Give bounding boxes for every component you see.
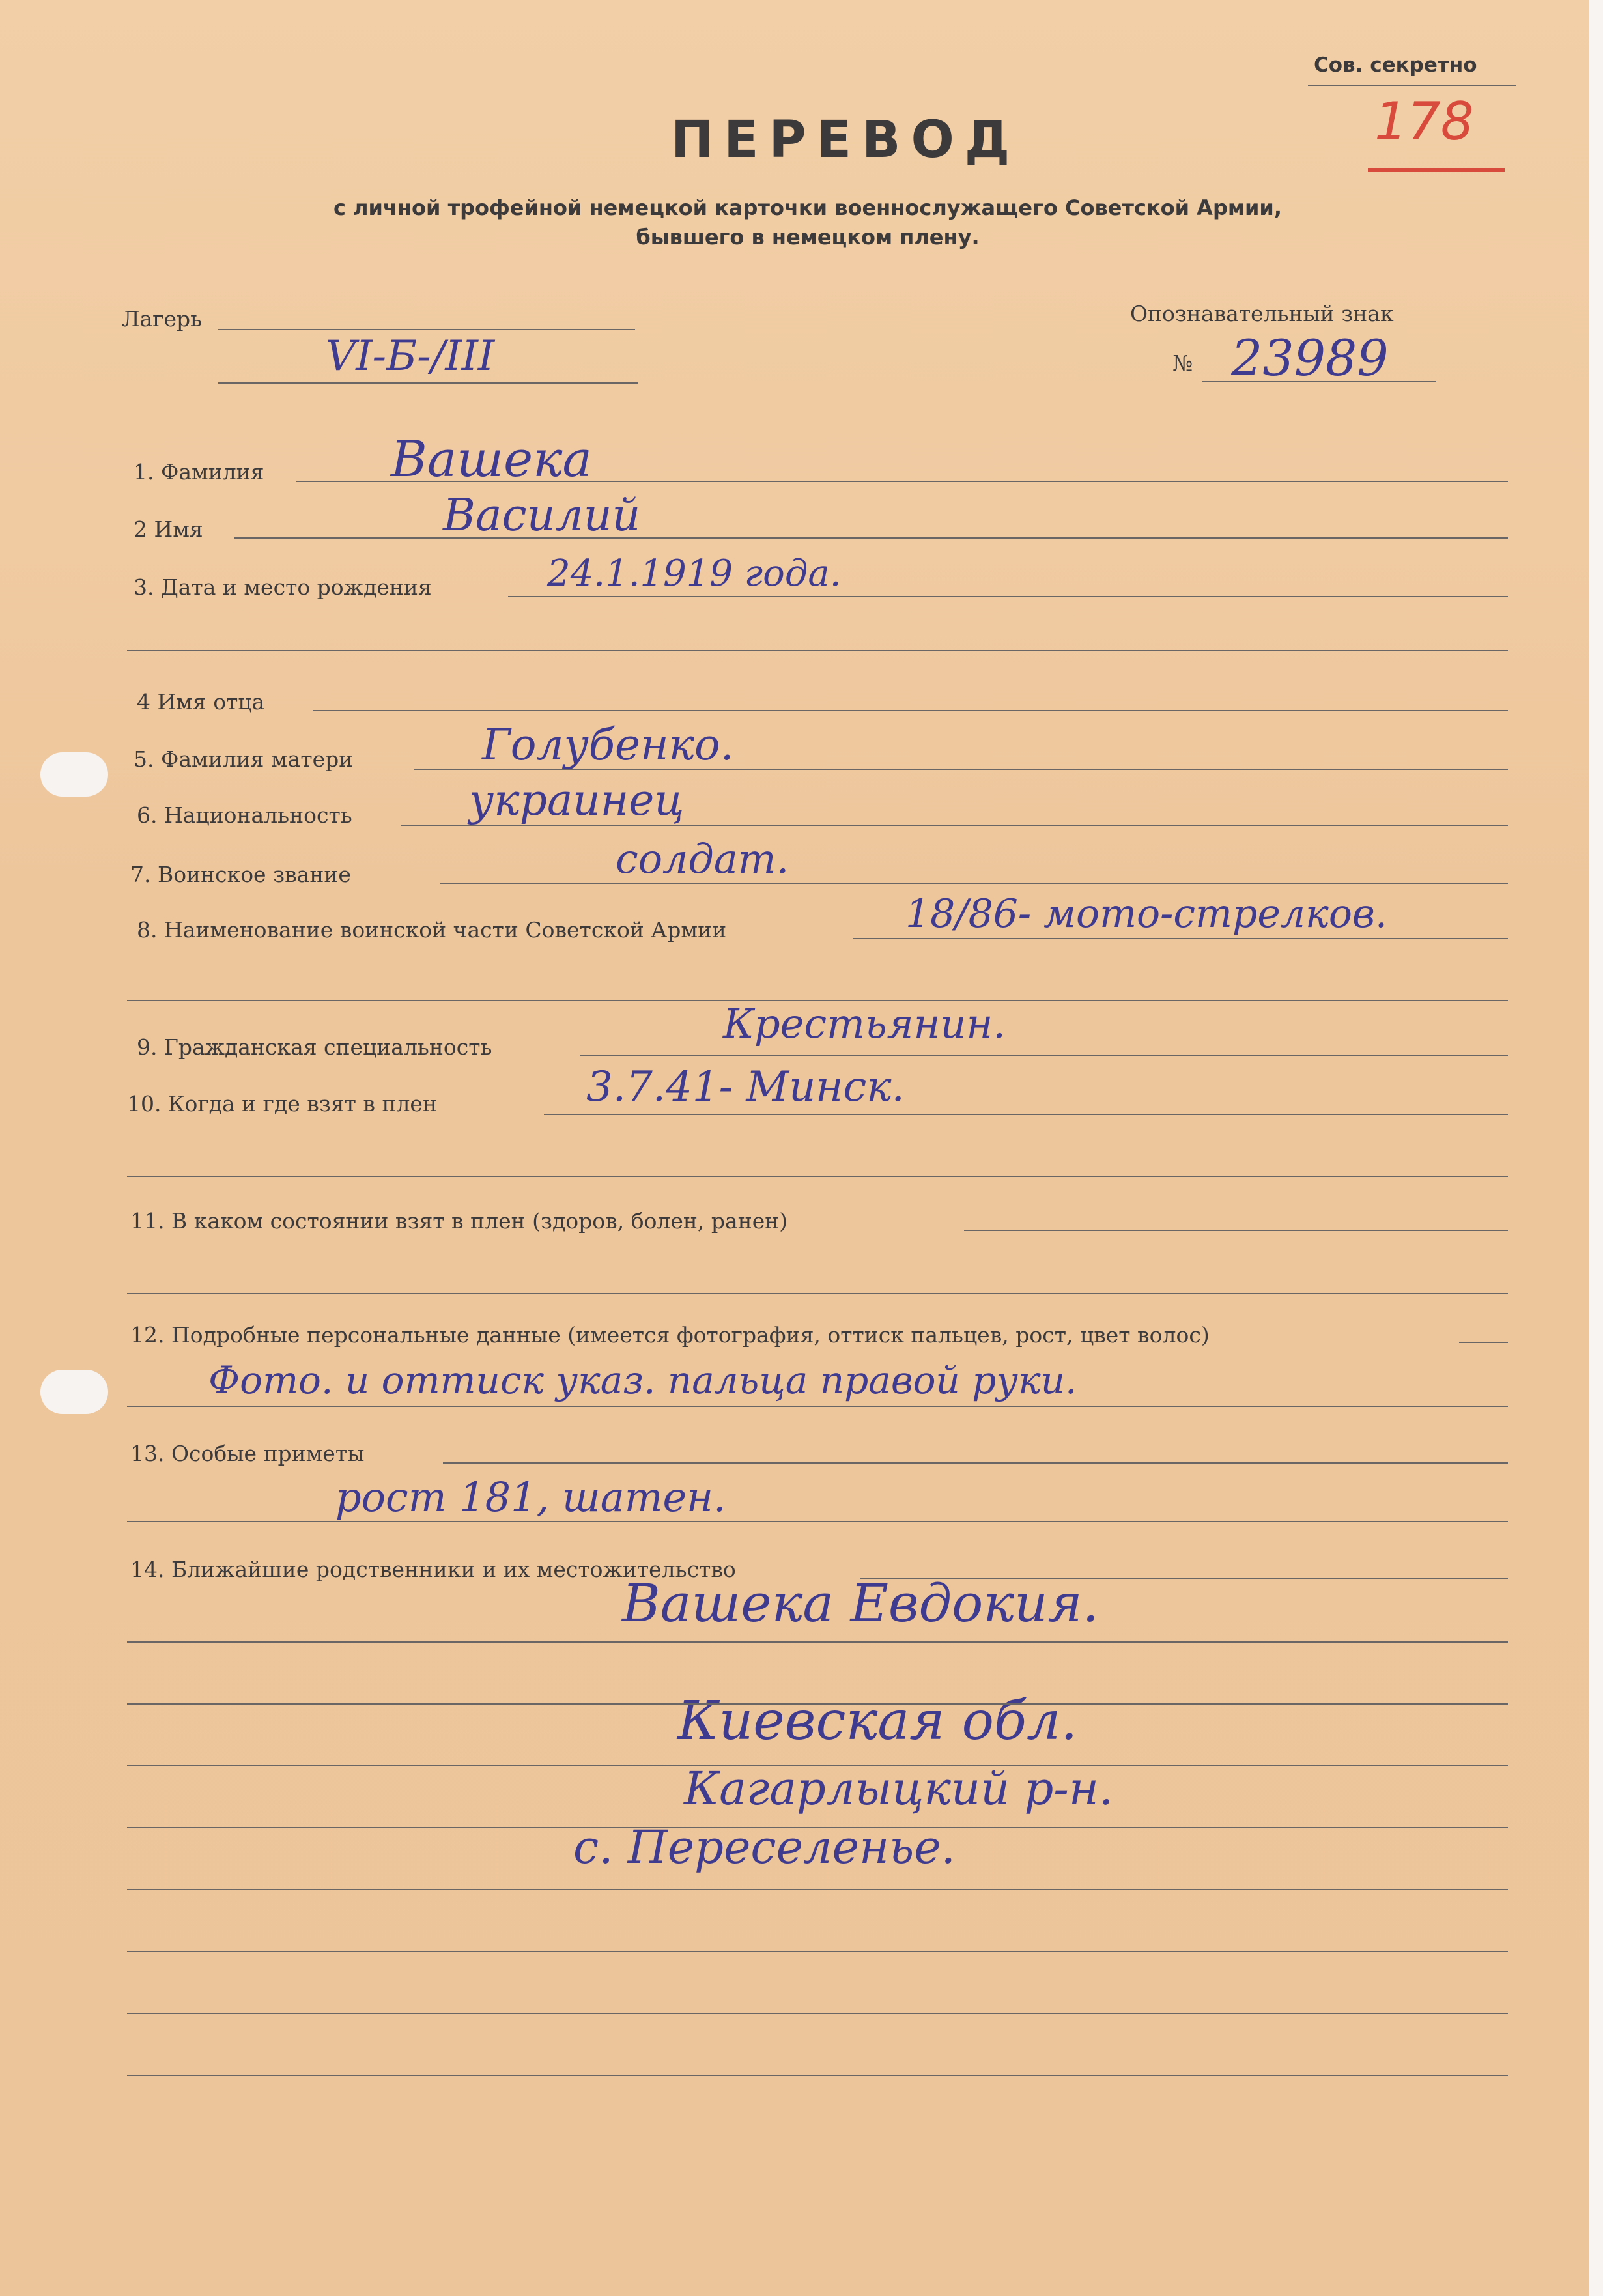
punch-hole-top [40, 752, 108, 797]
field-unit-label: 8. Наименование воинской части Советской Армии [137, 917, 727, 942]
field-marks-line-2 [127, 1521, 1508, 1522]
field-details-value: Фото. и оттиск указ. пальца правой руки. [208, 1358, 1077, 1402]
id-tag-line [1202, 381, 1436, 382]
field-surname-label: 1. Фамилия [134, 459, 264, 485]
field-condition-line-2 [127, 1293, 1508, 1294]
field-marks-line [443, 1462, 1508, 1464]
punch-hole-bottom [40, 1370, 108, 1414]
field-marks-label: 13. Особые приметы [130, 1441, 365, 1466]
field-profession-line [580, 1055, 1508, 1056]
archive-number: 178 [1374, 91, 1474, 152]
field-birth-line-2 [127, 650, 1508, 651]
field-capture-line [544, 1114, 1508, 1115]
camp-line-2 [218, 382, 638, 384]
relatives-rule-2 [127, 1703, 1508, 1705]
secret-mark: Сов. секретно [1314, 53, 1477, 77]
field-unit-line [853, 938, 1508, 939]
field-capture-line-2 [127, 1176, 1508, 1177]
field-relatives-label: 14. Ближайшие родственники и их местожительство [130, 1557, 736, 1582]
field-father-line [313, 710, 1508, 711]
field-name-line [234, 537, 1508, 539]
field-marks-value: рост 181, шатен. [335, 1473, 726, 1521]
field-surname-value: Вашека [391, 430, 592, 488]
relatives-line-4: с. Переселенье. [573, 1821, 956, 1874]
relatives-rule-8 [127, 2075, 1508, 2076]
field-surname-line [296, 481, 1508, 482]
field-profession-value: Крестьянин. [723, 1000, 1006, 1047]
field-mother-line [414, 769, 1508, 770]
field-condition-line [964, 1230, 1508, 1231]
field-mother-value: Голубенко. [482, 720, 734, 770]
relatives-line-2: Киевская обл. [677, 1690, 1078, 1752]
field-unit-value: 18/86- мото-стрелков. [905, 891, 1387, 937]
field-nationality-line [401, 825, 1508, 826]
subtitle-line-2: бывшего в немецком плену. [636, 225, 980, 249]
archive-number-underline [1368, 168, 1505, 172]
field-rank-line [440, 883, 1508, 884]
relatives-line-3: Кагарлыцкий р-н. [684, 1762, 1114, 1815]
camp-label: Лагерь [122, 306, 203, 332]
relatives-rule-7 [127, 2013, 1508, 2014]
camp-line-1 [218, 329, 635, 330]
field-nationality-value: украинец [469, 775, 685, 825]
field-mother-label: 5. Фамилия матери [134, 746, 354, 772]
field-name-value: Василий [443, 490, 641, 541]
field-birth-line [508, 596, 1508, 597]
field-rank-value: солдат. [616, 835, 789, 883]
field-capture-label: 10. Когда и где взят в плен [127, 1091, 437, 1116]
field-profession-label: 9. Гражданская специальность [137, 1034, 492, 1060]
field-details-line-2 [127, 1406, 1508, 1407]
subtitle-line-1: с личной трофейной немецкой карточки военнослужащего Советской Армии, [333, 195, 1282, 220]
field-birth-label: 3. Дата и место рождения [134, 574, 432, 600]
field-capture-value: 3.7.41- Минск. [586, 1063, 905, 1111]
field-condition-label: 11. В каком состоянии взят в плен (здоров, болен, ранен) [130, 1208, 788, 1234]
camp-value: VI-Б-/III [326, 332, 495, 380]
relatives-rule-5 [127, 1889, 1508, 1890]
field-details-label: 12. Подробные персональные данные (имеется фотография, оттиск пальцев, рост, цвет волос) [130, 1322, 1210, 1348]
relatives-rule-6 [127, 1951, 1508, 1952]
id-tag-label: Опознавательный знак [1130, 301, 1394, 326]
field-rank-label: 7. Воинское звание [130, 862, 351, 887]
field-name-label: 2 Имя [134, 517, 203, 542]
field-father-label: 4 Имя отца [137, 689, 265, 715]
page-margin [1589, 0, 1603, 2296]
id-tag-value: 23989 [1231, 329, 1389, 387]
page-title: ПЕРЕВОД [671, 111, 1021, 169]
id-tag-prefix: № [1172, 350, 1193, 376]
relatives-rule-1 [127, 1641, 1508, 1643]
field-birth-value: 24.1.1919 года. [547, 552, 842, 595]
field-details-line [1459, 1342, 1508, 1343]
secret-underline [1308, 85, 1516, 86]
relatives-line-1: Вашека Евдокия. [622, 1573, 1099, 1634]
field-nationality-label: 6. Национальность [137, 802, 352, 828]
